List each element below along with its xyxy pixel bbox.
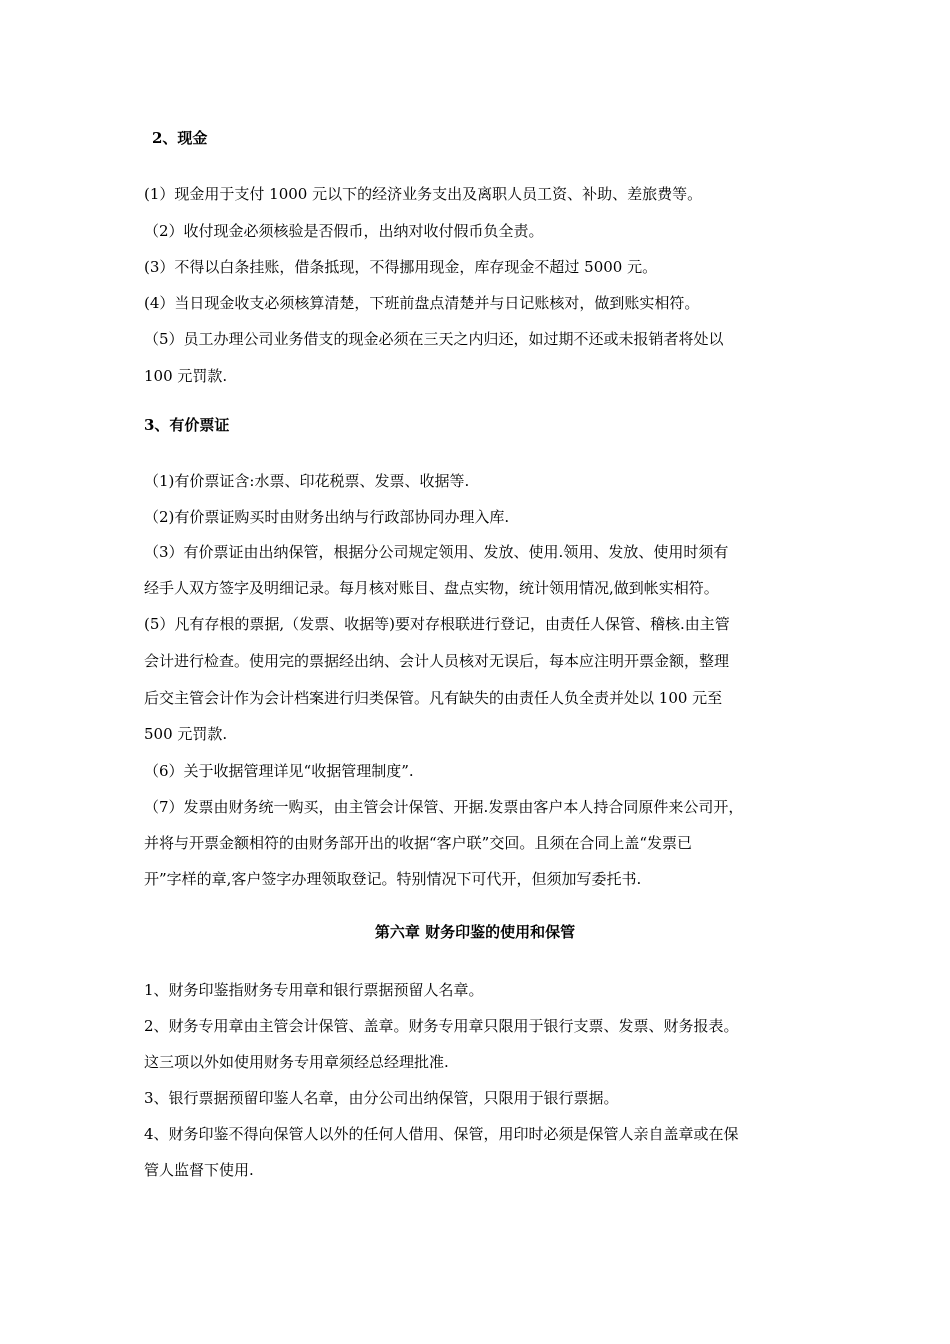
- paragraph-line: （3）有价票证由出纳保管，根据分公司规定领用、发放、使用.领用、发放、使用时须有: [144, 543, 729, 561]
- paragraph-line: 1、财务印鉴指财务专用章和银行票据预留人名章。: [144, 981, 484, 999]
- paragraph-line: 并将与开票金额相符的由财务部开出的收据“客户联”交回。且须在合同上盖“发票已: [144, 834, 693, 852]
- paragraph-line: (5）凡有存根的票据,（发票、收据等)要对存根联进行登记，由责任人保管、稽核.由主管: [144, 615, 730, 633]
- paragraph-line: 3、银行票据预留印鉴人名章，由分公司出纳保管，只限用于银行票据。: [144, 1089, 619, 1107]
- paragraph-line: （6）关于收据管理详见“收据管理制度”.: [144, 762, 414, 780]
- paragraph-line: 这三项以外如使用财务专用章须经总经理批准.: [144, 1053, 449, 1071]
- paragraph-line: (4）当日现金收支必须核算清楚，下班前盘点清楚并与日记账核对，做到账实相符。: [144, 294, 700, 312]
- paragraph-line: （2）收付现金必须核验是否假币，出纳对收付假币负全责。: [144, 222, 544, 240]
- paragraph-line: (1）现金用于支付 1000 元以下的经济业务支出及离职人员工资、补助、差旅费等。: [144, 185, 703, 203]
- paragraph-line: 100 元罚款.: [144, 367, 228, 385]
- chapter-title: 第六章 财务印鉴的使用和保管: [374, 923, 576, 941]
- paragraph-line: (3）不得以白条挂账，借条抵现，不得挪用现金，库存现金不超过 5000 元。: [144, 258, 658, 276]
- paragraph-line: 4、财务印鉴不得向保管人以外的任何人借用、保管，用印时必须是保管人亲自盖章或在保: [144, 1125, 739, 1143]
- paragraph-line: 会计进行检查。使用完的票据经出纳、会计人员核对无误后，每本应注明开票金额，整理: [144, 652, 730, 670]
- paragraph-line: 开”字样的章,客户签字办理领取登记。特别情况下可代开，但须加写委托书.: [144, 870, 642, 888]
- paragraph-line: （2)有价票证购买时由财务出纳与行政部协同办理入库.: [144, 508, 510, 526]
- section-heading-securities: 3、有价票证: [144, 416, 230, 434]
- paragraph-line: 经手人双方签字及明细记录。每月核对账目、盘点实物，统计领用情况,做到帐实相符。: [144, 579, 719, 597]
- paragraph-line: （7）发票由财务统一购买，由主管会计保管、开据.发票由客户本人持合同原件来公司开，: [144, 798, 744, 816]
- paragraph-line: 后交主管会计作为会计档案进行归类保管。凡有缺失的由责任人负全责并处以 100 元至: [144, 689, 723, 707]
- paragraph-line: （5）员工办理公司业务借支的现金必须在三天之内归还，如过期不还或未报销者将处以: [144, 330, 724, 348]
- section-heading-cash: 2、现金: [152, 129, 208, 147]
- paragraph-line: 2、财务专用章由主管会计保管、盖章。财务专用章只限用于银行支票、发票、财务报表。: [144, 1017, 739, 1035]
- paragraph-line: （1)有价票证含:水票、印花税票、发票、收据等.: [144, 472, 470, 490]
- paragraph-line: 500 元罚款.: [144, 725, 228, 743]
- paragraph-line: 管人监督下使用.: [144, 1161, 254, 1179]
